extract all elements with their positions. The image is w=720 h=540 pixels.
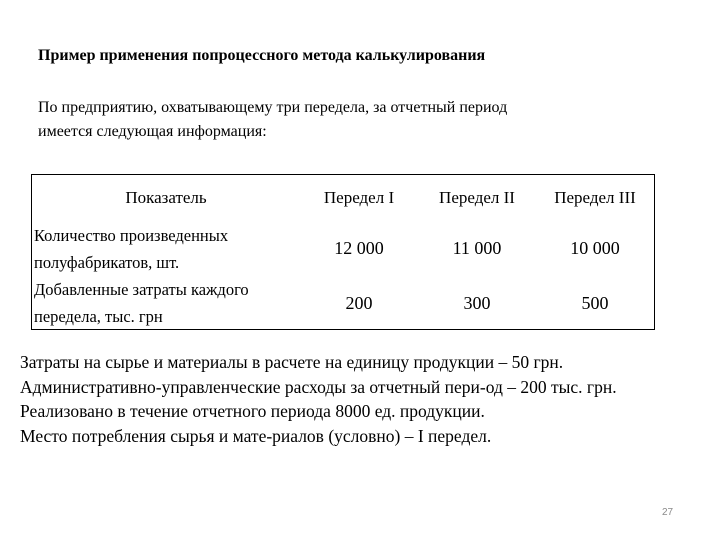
table-cell: 500 — [581, 292, 609, 313]
table-header-row — [32, 175, 654, 221]
row-label-line: Количество произведенных — [34, 225, 229, 245]
data-table — [31, 174, 655, 330]
table-cell: 10 000 — [570, 238, 620, 258]
column-header-stage-3: Передел III — [554, 188, 636, 207]
page-number: 27 — [662, 507, 674, 518]
row-label-line: Добавленные затраты каждого — [34, 280, 249, 299]
intro-text — [38, 96, 678, 144]
row-label — [32, 276, 300, 330]
row-label-line: передела, тыс. грн — [34, 307, 163, 326]
table-cell: 12 000 — [334, 238, 384, 258]
note-line: Реализовано в течение отчетного периода 8000 ед. продукции. — [20, 401, 485, 421]
column-header-stage-1: Передел I — [323, 188, 395, 207]
table-cell: 11 000 — [452, 238, 502, 258]
column-header-stage-2: Передел II — [439, 188, 515, 207]
column-header-indicator: Показатель — [125, 188, 207, 207]
slide-title: Пример применения попроцессного метода калькулирования — [38, 47, 486, 64]
row-label-line: полуфабрикатов, шт. — [34, 252, 180, 272]
table-row — [32, 221, 654, 276]
note-line: Административно-управленческие расходы за отчетный пери-од – 200 тыс. грн. — [20, 376, 617, 397]
row-label — [32, 221, 300, 276]
table-row — [32, 276, 654, 330]
intro-line: По предприятию, охватывающему три передела, за отчетный период — [38, 99, 508, 116]
table-cell: 300 — [463, 292, 491, 313]
table-cell: 200 — [345, 292, 373, 313]
intro-line: имеется следующая информация: — [38, 123, 267, 140]
note-line: Место потребления сырья и мате-риалов (условно) – I передел. — [20, 425, 492, 446]
note-line: Затраты на сырье и материалы в расчете на единицу продукции – 50 грн. — [20, 352, 564, 372]
notes-block — [20, 350, 710, 448]
